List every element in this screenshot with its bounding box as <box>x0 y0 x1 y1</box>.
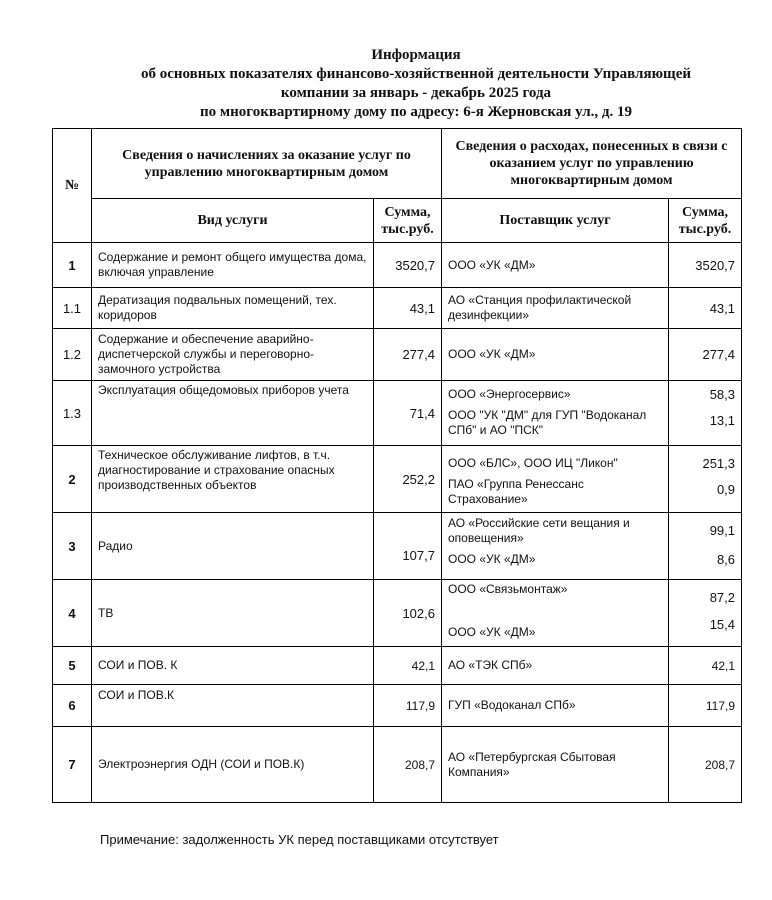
table-row <box>53 243 742 288</box>
provider-amount: 42,1 <box>669 647 742 685</box>
document-title <box>60 46 772 122</box>
table-row <box>53 288 742 329</box>
service-amount: 42,1 <box>374 647 442 685</box>
header-sum-expenses: Сумма, тыс.руб. <box>669 199 742 243</box>
title-line-1: Информация <box>371 47 461 63</box>
header-charges-group: Сведения о начислениях за оказание услуг по управлению многоквартирным домом <box>92 129 442 199</box>
service-amount: 102,6 <box>374 580 442 647</box>
provider-name: ООО «УК «ДМ» <box>442 329 669 381</box>
table-row <box>53 329 742 381</box>
service-name: Радио <box>92 513 374 580</box>
row-number: 7 <box>53 727 92 803</box>
service-amount: 3520,7 <box>374 243 442 288</box>
provider-name: АО «ТЭК СПб» <box>442 647 669 685</box>
provider-amount: 117,9 <box>669 685 742 727</box>
provider-amount: 58,3 <box>709 387 736 402</box>
provider-name: ГУП «Водоканал СПб» <box>442 685 669 727</box>
provider-name-secondary: ООО «УК «ДМ» <box>448 552 536 566</box>
table-row <box>53 446 742 513</box>
financial-table <box>52 128 742 803</box>
row-number: 4 <box>53 580 92 647</box>
provider-cell <box>442 446 669 513</box>
footnote: Примечание: задолженность УК перед поставщиками отсутствует <box>100 832 499 847</box>
service-amount: 43,1 <box>374 288 442 329</box>
provider-amount-secondary: 13,1 <box>709 413 736 428</box>
provider-name: АО «Российские сети вещания и оповещения» <box>448 516 630 545</box>
provider-name: ООО «БЛС», ООО ИЦ "Ликон" <box>448 456 618 470</box>
service-name: ТВ <box>92 580 374 647</box>
provider-name-secondary: ООО «УК «ДМ» <box>448 625 536 639</box>
provider-cell <box>442 513 669 580</box>
header-provider: Поставщик услуг <box>442 199 669 243</box>
provider-amount: 208,7 <box>669 727 742 803</box>
provider-amount: 87,2 <box>709 590 736 605</box>
title-line-3: компании за январь - декабрь 2025 года <box>280 85 552 101</box>
provider-amount-secondary: 15,4 <box>709 617 736 632</box>
provider-amount-secondary: 8,6 <box>716 552 736 567</box>
provider-amount-secondary: 0,9 <box>716 482 736 497</box>
provider-amount: 277,4 <box>669 329 742 381</box>
provider-amount: 251,3 <box>702 456 736 471</box>
row-number: 6 <box>53 685 92 727</box>
service-amount: 277,4 <box>374 329 442 381</box>
row-number: 1.2 <box>53 329 92 381</box>
title-line-2: об основных показателях финансово-хозяйственной деятельности Управляющей <box>140 66 692 82</box>
table-header-row-2 <box>53 199 742 243</box>
row-number: 2 <box>53 446 92 513</box>
table-header-row-1 <box>53 129 742 199</box>
service-amount: 252,2 <box>374 446 442 513</box>
table-row <box>53 685 742 727</box>
service-amount: 117,9 <box>374 685 442 727</box>
service-name: Содержание и ремонт общего имущества дома, включая управление <box>92 243 374 288</box>
provider-amount-cell <box>669 513 742 580</box>
provider-amount-cell <box>669 381 742 446</box>
provider-name: АО «Станция профилактической дезинфекции» <box>442 288 669 329</box>
service-name: Дератизация подвальных помещений, тех. коридоров <box>92 288 374 329</box>
provider-name: АО «Петербургская Сбытовая Компания» <box>442 727 669 803</box>
provider-amount-cell <box>669 580 742 647</box>
header-no: № <box>53 129 92 243</box>
provider-amount: 43,1 <box>669 288 742 329</box>
provider-name: ООО «УК «ДМ» <box>442 243 669 288</box>
row-number: 5 <box>53 647 92 685</box>
row-number: 1 <box>53 243 92 288</box>
service-name: Содержание и обеспечение аварийно-диспетчерской службы и переговорно-замочного устройства <box>92 329 374 381</box>
table-row <box>53 381 742 446</box>
provider-amount: 99,1 <box>709 523 736 538</box>
service-amount: 71,4 <box>374 381 442 446</box>
provider-name: ООО «Энергосервис» <box>448 387 571 401</box>
provider-amount: 3520,7 <box>669 243 742 288</box>
service-name: Техническое обслуживание лифтов, в т.ч. диагностирование и страхование опасных производственных объектов <box>92 446 374 513</box>
header-service: Вид услуги <box>92 199 374 243</box>
provider-amount-cell <box>669 446 742 513</box>
provider-cell <box>442 381 669 446</box>
header-expenses-group: Сведения о расходах, понесенных в связи с оказанием услуг по управлению многоквартирным домом <box>442 129 742 199</box>
service-name: СОИ и ПОВ. К <box>92 647 374 685</box>
service-amount: 208,7 <box>374 727 442 803</box>
provider-name-secondary: ООО "УК "ДМ" для ГУП "Водоканал СПб" и АО "ПСК" <box>448 408 647 437</box>
service-name: СОИ и ПОВ.К <box>92 685 374 727</box>
title-line-4: по многоквартирному дому по адресу: 6-я Жерновская ул., д. 19 <box>200 104 632 120</box>
table-row <box>53 647 742 685</box>
row-number: 1.1 <box>53 288 92 329</box>
provider-name-secondary: ПАО «Группа Ренессанс Страхование» <box>448 477 584 506</box>
table-row <box>53 727 742 803</box>
service-name: Электроэнергия ОДН (СОИ и ПОВ.К) <box>92 727 374 803</box>
header-sum-charges: Сумма, тыс.руб. <box>374 199 442 243</box>
service-amount: 107,7 <box>374 513 442 580</box>
table-row <box>53 580 742 647</box>
row-number: 1.3 <box>53 381 92 446</box>
provider-name: ООО «Связьмонтаж» <box>448 582 568 596</box>
service-name: Эксплуатация общедомовых приборов учета <box>92 381 374 446</box>
table-row <box>53 513 742 580</box>
row-number: 3 <box>53 513 92 580</box>
provider-cell <box>442 580 669 647</box>
